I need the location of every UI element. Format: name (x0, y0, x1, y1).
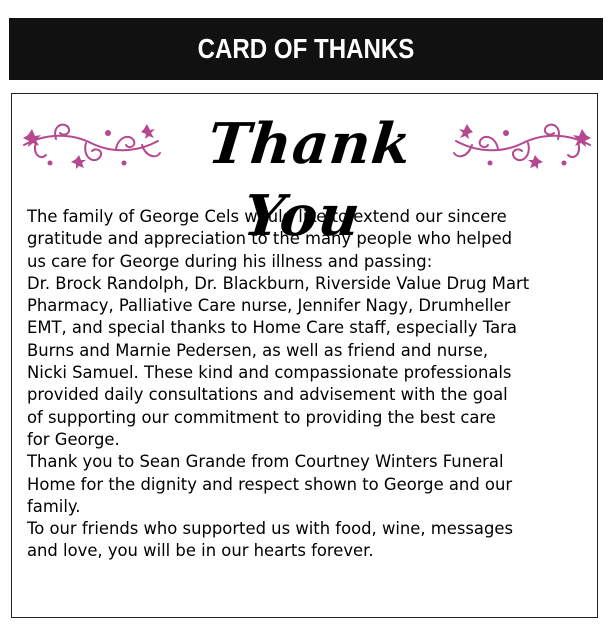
message-paragraph: To our friends who supported us with food, wine, messages and love, you will be in our hearts forever. (27, 519, 514, 561)
floral-swirl-icon (16, 113, 166, 173)
message-paragraph: Thank you to Sean Grande from Courtney Winters Funeral Home for the dignity and respect shown to George and our family. (27, 452, 513, 516)
page-title: CARD OF THANKS (197, 33, 415, 64)
floral-swirl-icon (448, 113, 598, 173)
message-body (27, 206, 587, 563)
header-bar (9, 18, 603, 80)
thank-you-heading: Thank You (204, 111, 415, 249)
message-paragraph: The family of George Cels would like to extend our sincere gratitude and appreciation to the many people who helped us care for George during his illness and passing: Dr. Brock Randolph, Dr. Blackburn, Riverside Value Drug Mart Pharmacy, Palliative Care nurse, Jennifer Nagy, Drumheller EMT, and special thanks to Home Care staff, especially Tara Burns and Marnie Pedersen, as well as friend and nurse, Nicki Samuel. These kind and compassionate professionals provided daily consultations and advisement with the goal of supporting our commitment to providing the best care for George. (27, 207, 530, 449)
